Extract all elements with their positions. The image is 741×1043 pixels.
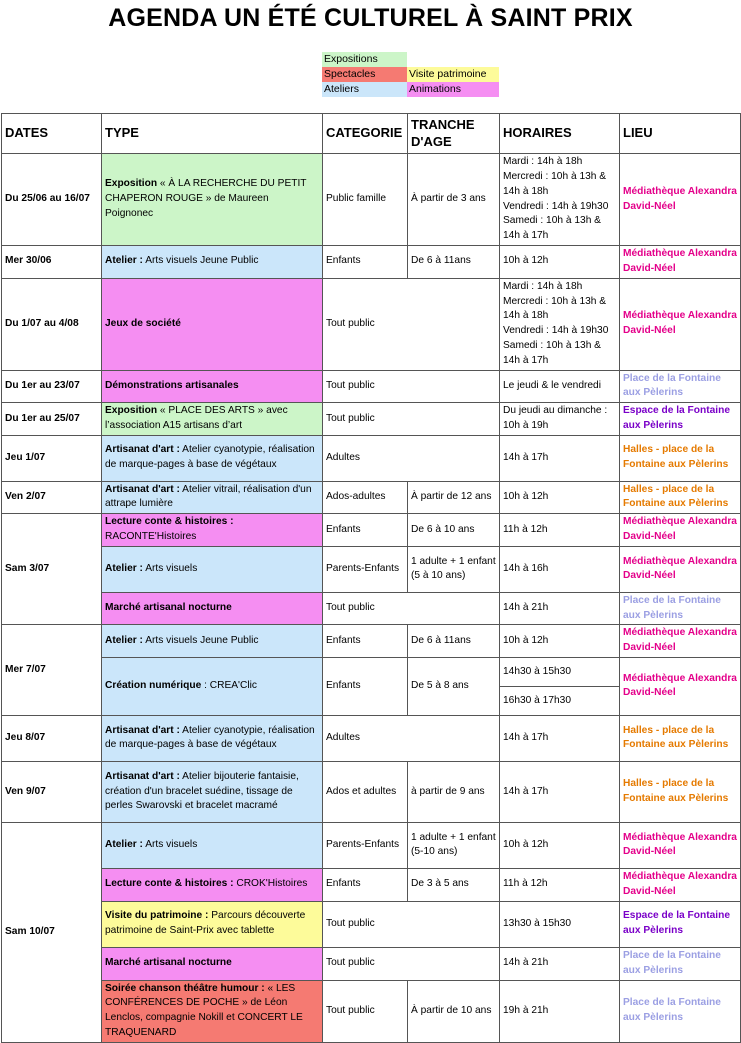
horaires-cell: 10h à 12h [500, 822, 620, 868]
horaires-cell: 14h à 16h [500, 546, 620, 592]
type-text: Parcours découverte patrimoine de Saint-Prix avec tablette [105, 910, 306, 936]
header-dates: DATES [2, 114, 102, 154]
lieu-cell: Halles - place de la Fontaine aux Pèlerins [620, 761, 741, 822]
type-text: Atelier cyanotypie, réalisation de marque-pages à base de végétaux [105, 724, 315, 751]
type-text: « PLACE DES ARTS » avec l’association A15 artisans d’art [105, 405, 288, 431]
type-label: Exposition [105, 405, 158, 417]
type-text: CROK'Histoires [233, 878, 308, 890]
type-label: Atelier : [105, 839, 143, 851]
type-cell [102, 901, 323, 947]
table-row [2, 761, 741, 822]
table-row [2, 435, 741, 481]
type-cell [102, 481, 323, 514]
date-cell: Ven 2/07 [2, 481, 102, 514]
horaires-cell: 10h à 12h [500, 246, 620, 279]
age-cell: De 6 à 11ans [408, 246, 500, 279]
horaires-cell: 14h30 à 15h30 [500, 657, 620, 686]
lieu-cell: Médiathèque Alexandra David-Néel [620, 822, 741, 868]
lieu-cell: Halles - place de la Fontaine aux Pèlerins [620, 481, 741, 514]
table-row [2, 403, 741, 436]
header-tranche-age: TRANCHE D'AGE [408, 114, 500, 154]
horaires-cell: 14h à 17h [500, 715, 620, 761]
type-cell [102, 370, 323, 403]
horaires-cell: 14h à 17h [500, 761, 620, 822]
type-label: Atelier : [105, 634, 143, 646]
type-label: Lecture conte & histoires : [105, 878, 234, 890]
categorie-cell: Tout public [323, 403, 500, 436]
type-cell [102, 278, 323, 370]
date-cell: Jeu 8/07 [2, 715, 102, 761]
horaires-cell [500, 278, 620, 370]
categorie-cell: Enfants [323, 868, 408, 901]
type-cell [102, 657, 323, 715]
type-cell [102, 625, 323, 658]
categorie-cell: Parents-Enfants [323, 546, 408, 592]
categorie-cell: Tout public [323, 370, 500, 403]
horaire-line: Mercredi : 10h à 13h & 14h à 18h [503, 170, 607, 197]
date-cell: Mer 30/06 [2, 246, 102, 279]
categorie-cell: Enfants [323, 514, 408, 547]
table-row [2, 822, 741, 868]
horaires-cell: 14h à 17h [500, 435, 620, 481]
type-text: Atelier vitrail, réalisation d'un attrape lumière [105, 483, 312, 510]
type-cell [102, 514, 323, 547]
categorie-cell: Adultes [323, 435, 500, 481]
horaires-cell: 10h à 12h [500, 625, 620, 658]
table-row [2, 947, 741, 980]
lieu-cell: Place de la Fontaine aux Pèlerins [620, 592, 741, 625]
type-cell [102, 403, 323, 436]
horaire-line: Samedi : 10h à 13h & 14h à 17h [503, 339, 601, 366]
header-horaires: HORAIRES [500, 114, 620, 154]
lieu-cell: Espace de la Fontaine aux Pèlerins [620, 901, 741, 947]
age-cell: De 3 à 5 ans [408, 868, 500, 901]
header-type: TYPE [102, 114, 323, 154]
type-cell [102, 715, 323, 761]
categorie-cell: Tout public [323, 901, 500, 947]
age-cell: 1 adulte + 1 enfant (5-10 ans) [408, 822, 500, 868]
horaire-line: Vendredi : 14h à 19h30 [503, 200, 609, 212]
lieu-cell: Place de la Fontaine aux Pèlerins [620, 947, 741, 980]
legend-visite-patrimoine: Visite patrimoine [407, 67, 499, 82]
horaire-line: Mardi : 14h à 18h [503, 280, 583, 292]
categorie-cell: Adultes [323, 715, 500, 761]
date-cell: Du 1er au 25/07 [2, 403, 102, 436]
type-cell [102, 868, 323, 901]
type-label: Exposition [105, 178, 158, 190]
table-row [2, 657, 741, 686]
table-row [2, 278, 741, 370]
categorie-cell: Parents-Enfants [323, 822, 408, 868]
type-text: Arts visuels [142, 562, 198, 574]
categorie-cell: Ados et adultes [323, 761, 408, 822]
categorie-cell: Tout public [323, 592, 500, 625]
date-cell: Jeu 1/07 [2, 435, 102, 481]
type-text: Arts visuels Jeune Public [142, 255, 259, 267]
type-label: Marché artisanal nocturne [105, 602, 232, 614]
horaire-line: Samedi : 10h à 13h & 14h à 17h [503, 215, 601, 242]
categorie-cell: Tout public [323, 278, 500, 370]
date-cell: Sam 3/07 [2, 514, 102, 625]
type-text: Atelier cyanotypie, réalisation de marque-pages à base de végétaux [105, 444, 315, 471]
table-row [2, 246, 741, 279]
lieu-cell: Médiathèque Alexandra David-Néel [620, 246, 741, 279]
type-text: « À LA RECHERCHE DU PETIT CHAPERON ROUGE » de Maureen Poignonec [105, 178, 307, 219]
horaires-cell: Le jeudi & le vendredi [500, 370, 620, 403]
horaires-cell: 14h à 21h [500, 592, 620, 625]
type-cell [102, 246, 323, 279]
table-row [2, 868, 741, 901]
table-row [2, 980, 741, 1042]
type-cell [102, 947, 323, 980]
categorie-cell: Tout public [323, 980, 408, 1042]
type-label: Soirée chanson théâtre humour : [105, 982, 265, 994]
table-row [2, 370, 741, 403]
type-cell [102, 822, 323, 868]
categorie-cell: Enfants [323, 625, 408, 658]
lieu-cell: Halles - place de la Fontaine aux Pèlerins [620, 435, 741, 481]
age-cell: 1 adulte + 1 enfant (5 à 10 ans) [408, 546, 500, 592]
type-text: RACONTE'Histoires [105, 531, 197, 543]
lieu-cell: Médiathèque Alexandra David-Néel [620, 868, 741, 901]
table-row [2, 546, 741, 592]
type-label: Démonstrations artisanales [105, 379, 239, 391]
table-header-row [2, 114, 741, 154]
age-cell: De 6 à 11ans [408, 625, 500, 658]
type-label: Atelier : [105, 562, 143, 574]
categorie-cell: Enfants [323, 657, 408, 715]
type-cell [102, 154, 323, 246]
type-text: Atelier bijouterie fantaisie, création d'un bracelet suédine, tissage de perles Swarovski et bracelet macramé [105, 770, 299, 812]
age-cell: De 6 à 10 ans [408, 514, 500, 547]
categorie-cell: Ados-adultes [323, 481, 408, 514]
legend-expositions: Expositions [322, 52, 407, 67]
type-label: Jeux de société [105, 317, 181, 329]
age-cell: De 5 à 8 ans [408, 657, 500, 715]
header-categorie: CATEGORIE [323, 114, 408, 154]
lieu-cell: Place de la Fontaine aux Pèlerins [620, 980, 741, 1042]
lieu-cell: Halles - place de la Fontaine aux Pèlerins [620, 715, 741, 761]
date-cell: Du 1/07 au 4/08 [2, 278, 102, 370]
date-cell: Du 25/06 au 16/07 [2, 154, 102, 246]
type-text: : CREA'Clic [201, 680, 257, 692]
horaires-cell [500, 154, 620, 246]
horaires-cell: 13h30 à 15h30 [500, 901, 620, 947]
age-cell: À partir de 10 ans [408, 980, 500, 1042]
horaires-cell: 10h à 12h [500, 481, 620, 514]
type-label: Lecture conte & histoires : [105, 516, 234, 528]
categorie-cell: Tout public [323, 947, 500, 980]
type-cell [102, 980, 323, 1042]
date-cell: Du 1er au 23/07 [2, 370, 102, 403]
page-title: AGENDA UN ÉTÉ CULTUREL À SAINT PRIX [108, 4, 633, 32]
age-cell: À partir de 3 ans [408, 154, 500, 246]
table-row [2, 715, 741, 761]
legend-animations: Animations [407, 82, 499, 97]
type-label: Création numérique [105, 680, 202, 692]
date-cell: Ven 9/07 [2, 761, 102, 822]
type-label: Artisanat d'art : [105, 770, 180, 782]
type-cell [102, 761, 323, 822]
type-text: « LES CONFÉRENCES DE POCHE » de Léon Lenclos, compagnie Nokill et CONCERT LE TRAQUENARD [105, 982, 303, 1038]
type-text: Arts visuels Jeune Public [142, 634, 259, 646]
table-row [2, 154, 741, 246]
table-row [2, 901, 741, 947]
legend-spectacles: Spectacles [322, 67, 407, 82]
horaire-line: Mardi : 14h à 18h [503, 156, 583, 168]
horaire-line: Vendredi : 14h à 19h30 [503, 325, 609, 337]
type-cell [102, 546, 323, 592]
legend-ateliers: Ateliers [322, 82, 407, 97]
lieu-cell: Médiathèque Alexandra David-Néel [620, 514, 741, 547]
type-label: Artisanat d'art : [105, 724, 180, 736]
table-row [2, 514, 741, 547]
horaire-line: Mercredi : 10h à 13h & 14h à 18h [503, 295, 607, 322]
horaires-cell: 14h à 21h [500, 947, 620, 980]
agenda-table [1, 113, 741, 1043]
lieu-cell: Espace de la Fontaine aux Pèlerins [620, 403, 741, 436]
age-cell: à partir de 9 ans [408, 761, 500, 822]
type-label: Visite du patrimoine : [105, 910, 209, 922]
categorie-cell: Public famille [323, 154, 408, 246]
age-cell: À partir de 12 ans [408, 481, 500, 514]
type-cell [102, 435, 323, 481]
date-cell: Sam 10/07 [2, 822, 102, 1042]
lieu-cell: Médiathèque Alexandra David-Néel [620, 278, 741, 370]
horaires-cell: 19h à 21h [500, 980, 620, 1042]
type-text: Arts visuels [142, 839, 198, 851]
lieu-cell: Médiathèque Alexandra David-Néel [620, 154, 741, 246]
header-lieu: LIEU [620, 114, 741, 154]
table-row [2, 592, 741, 625]
lieu-cell: Place de la Fontaine aux Pèlerins [620, 370, 741, 403]
horaires-cell: 11h à 12h [500, 868, 620, 901]
categorie-cell: Enfants [323, 246, 408, 279]
lieu-cell: Médiathèque Alexandra David-Néel [620, 625, 741, 658]
type-label: Artisanat d'art : [105, 444, 180, 456]
lieu-cell: Médiathèque Alexandra David-Néel [620, 546, 741, 592]
table-row [2, 625, 741, 658]
date-cell: Mer 7/07 [2, 625, 102, 716]
type-label: Marché artisanal nocturne [105, 957, 232, 969]
horaires-cell: 11h à 12h [500, 514, 620, 547]
type-label: Artisanat d'art : [105, 483, 180, 495]
table-row [2, 481, 741, 514]
type-label: Atelier : [105, 255, 143, 267]
type-cell [102, 592, 323, 625]
horaires-cell: Du jeudi au dimanche : 10h à 19h [500, 403, 620, 436]
lieu-cell: Médiathèque Alexandra David-Néel [620, 657, 741, 715]
horaires-cell: 16h30 à 17h30 [500, 686, 620, 715]
